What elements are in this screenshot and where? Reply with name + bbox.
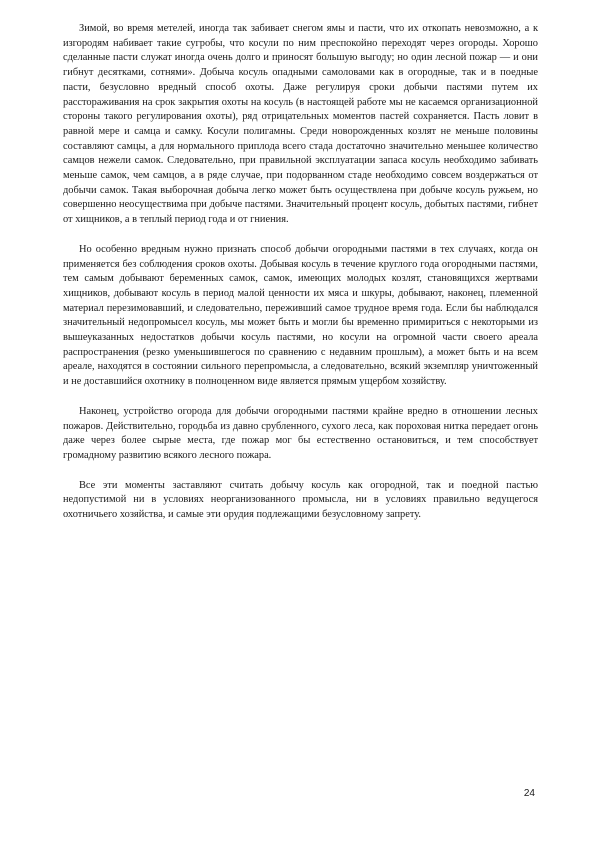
paragraph-3: Наконец, устройство огорода для добычи огородными пастями крайне вредно в отношении лесных пожаров. Действительно, городьба из давно срубленного, сухого леса, как пороховая нитка передает огонь даже через более сырые места, где пожар мог бы естественно остановиться, и тем способствует громадному развитию всякого лесного пожара.	[63, 405, 538, 461]
paragraph-4: Все эти моменты заставляют считать добычу косуль как огородной, так и поедной пастью недопустимой ни в условиях неорганизованного промысла, ни в условиях правильно ведущегося охотничьего хозяйства, и самые эти орудия подлежащими безусловному запрету.	[63, 479, 538, 521]
paragraph-1: Зимой, во время метелей, иногда так забивает снегом ямы и пасти, что их откопать невозможно, а к изгородям набивает такие сугробы, что косули по ним преспокойно переходят через огороды. Хорошо сделанные пасти служат иногда очень долго и приносят большую выгоду; но один лесной пожар — и они гибнут десятками, сотнями». Добыча косуль опадными самоловами как в огородные, так и в поедные пасти, безусловно вредный способ охоты. Даже регулируя сроки добычи пастями путем их расстораживания на срок закрытия охоты на косуль (в настоящей работе мы не касаемся организационной стороны такого регулирования охоты), ряд отрицательных моментов пастей сохраняется. Пасть ловит в равной мере и самца и самку. Косули полигамны. Среди новорожденных козлят не меньше половины составляют самцы, а для нормального приплода всего стада достаточно значительно меньшее количество самцов нежели самок. Следовательно, при правильной эксплуатации запаса косуль необходимо забивать меньше самок, чем самцов, а в ряде случае, при подорванном стаде необходимо совсем воздержаться от добычи самок. Такая выборочная добыча легко может быть осуществлена при добыче косуль ружьем, но совершенно неосуществима при добыче пастями. Значительный процент косуль, добытых пастями, гибнет от хищников, а в теплый период года и от гниения.	[63, 23, 538, 226]
body-text	[63, 22, 538, 538]
page-number: 24	[523, 788, 535, 799]
paragraph-2: Но особенно вредным нужно признать способ добычи огородными пастями в тех случаях, когда он применяется без соблюдения сроков охоты. Добывая косуль в течение круглого года огородными пастями, тем самым добывают беременных самок, самок, имеющих молодых козлят, становящихся жертвами хищников, добывают косуль в период малой ценности их мяса и шкуры, добывают, наконец, племенной материал перезимовавший, и следовательно, переживший самое трудное время года. Если бы наблюдался значительный недопромысел косуль, мы может быть и могли бы временно примириться с некоторыми из вышеуказанных недостатков добычи косуль пастями, но косули на огромной части своего ареала распространения (резко уменьшившегося по сравнению с недавним прошлым), а может быть и на всем ареале, находятся в состоянии сильного перепромысла, а следовательно, всякий экземпляр уничтоженный и не доставшийся охотнику в полноценном виде является прямым ущербом хозяйству.	[63, 243, 538, 388]
